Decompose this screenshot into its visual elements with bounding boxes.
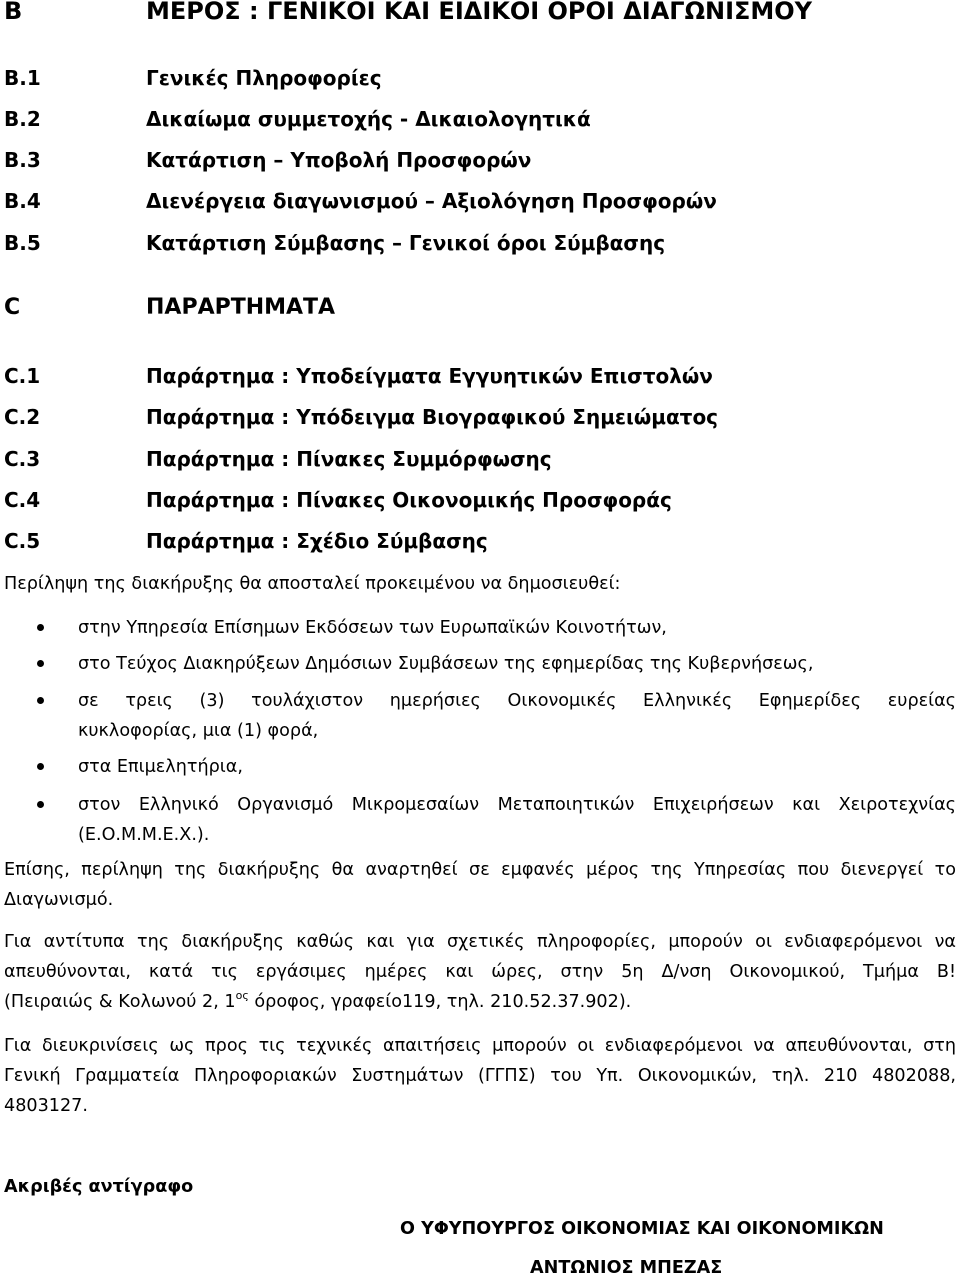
toc-code: C.2	[4, 405, 41, 429]
toc-code: B.1	[4, 66, 41, 90]
section-c-title: ΠΑΡΑΡΤΗΜΑΤΑ	[146, 295, 336, 320]
certified-copy-text: Ακριβές αντίγραφο	[4, 1177, 194, 1197]
list-item-text	[78, 686, 956, 746]
toc-title: Παράρτημα : Πίνακες Οικονομικής Προσφοράς	[146, 488, 672, 512]
signatory-role-text: Ο ΥΦΥΠΟΥΡΓΟΣ ΟΙΚΟΝΟΜΙΑΣ ΚΑΙ ΟΙΚΟΝΟΜΙΚΩΝ	[400, 1219, 884, 1239]
toc-code: C.4	[4, 488, 41, 512]
toc-title: Κατάρτιση Σύμβασης – Γενικοί όροι Σύμβασης	[146, 231, 666, 255]
certified-copy	[4, 1172, 956, 1202]
toc-title: Κατάρτιση – Υποβολή Προσφορών	[146, 148, 532, 172]
paragraph-line: Για διευκρινίσεις ως προς τις τεχνικές απαιτήσεις μπορούν οι ενδιαφερόμενοι να απευθύνονται, στη	[4, 1036, 956, 1056]
bullet-icon	[37, 763, 44, 770]
toc-code: C.3	[4, 447, 41, 471]
paragraph-copies	[4, 927, 956, 1017]
toc-code: B.2	[4, 107, 41, 131]
paragraph-line: Επίσης, περίληψη της διακήρυξης θα αναρτηθεί σε εμφανές μέρος της Υπηρεσίας που διενεργεί το	[4, 860, 956, 880]
signatory-name-text: ΑΝΤΩΝΙΟΣ ΜΠΕΖΑΣ	[530, 1258, 723, 1278]
summary-intro-text: Περίληψη της διακήρυξης θα αποσταλεί προκειμένου να δημοσιευθεί:	[4, 574, 621, 594]
toc-code: C.1	[4, 364, 41, 388]
address-text: όροφος, γραφείο119, τηλ. 210.52.37.902).	[248, 992, 632, 1012]
list-item-line: κυκλοφορίας, μια (1) φορά,	[78, 721, 319, 741]
paragraph-line: Γενική Γραμματεία Πληροφοριακών Συστημάτων (ΓΓΠΣ) του Υπ. Οικονομικών, τηλ. 210 4802088,	[4, 1066, 956, 1086]
toc-code: C.5	[4, 529, 41, 553]
address-text: (Πειραιώς & Κολωνού 2, 1	[4, 992, 236, 1012]
bullet-icon	[37, 624, 44, 631]
bullet-icon	[37, 801, 44, 808]
list-item-text: στην Υπηρεσία Επίσημων Εκδόσεων των Ευρωπαϊκών Κοινοτήτων,	[78, 618, 667, 638]
toc-title: Παράρτημα : Πίνακες Συμμόρφωσης	[146, 447, 552, 471]
list-item-line: σε τρεις (3) τουλάχιστον ημερήσιες Οικονομικές Ελληνικές Εφημερίδες ευρείας	[78, 691, 956, 711]
list-item-line: στον Ελληνικό Οργανισμό Μικρομεσαίων Μεταποιητικών Επιχειρήσεων και Χειροτεχνίας	[78, 795, 956, 815]
list-item-text	[78, 790, 956, 850]
paragraph-technical	[4, 1031, 956, 1121]
bullet-icon	[37, 660, 44, 667]
toc-code: B.5	[4, 231, 41, 255]
toc-title: Δικαίωμα συμμετοχής - Δικαιολογητικά	[146, 107, 591, 131]
bullet-icon	[37, 697, 44, 704]
paragraph-line	[4, 987, 956, 1017]
paragraph-line: Για αντίτυπα της διακήρυξης καθώς και για σχετικές πληροφορίες, μπορούν οι ενδιαφερόμενοι να	[4, 932, 956, 952]
section-b-title: ΜΕΡΟΣ : ΓΕΝΙΚΟΙ ΚΑΙ ΕΙΔΙΚΟΙ ΟΡΟΙ ΔΙΑΓΩΝΙΣΜΟΥ	[146, 0, 813, 25]
paragraph-publish	[4, 855, 956, 915]
paragraph-line: 4803127.	[4, 1096, 88, 1116]
list-item-line: (Ε.Ο.Μ.Μ.Ε.Χ.).	[78, 825, 210, 845]
section-b-code: B	[4, 0, 23, 25]
toc-code: B.4	[4, 189, 41, 213]
toc-title: Παράρτημα : Σχέδιο Σύμβασης	[146, 529, 488, 553]
toc-code: B.3	[4, 148, 41, 172]
summary-intro	[4, 569, 956, 599]
list-item-text: στο Τεύχος Διακηρύξεων Δημόσιων Συμβάσεων της εφημερίδας της Κυβερνήσεως,	[78, 654, 814, 674]
toc-title: Διενέργεια διαγωνισμού – Αξιολόγηση Προσφορών	[146, 189, 717, 213]
paragraph-line: Διαγωνισμό.	[4, 890, 114, 910]
toc-title: Παράρτημα : Υποδείγματα Εγγυητικών Επιστολών	[146, 364, 713, 388]
toc-title: Παράρτημα : Υπόδειγμα Βιογραφικού Σημειώματος	[146, 405, 719, 429]
paragraph-line: απευθύνονται, κατά τις εργάσιμες ημέρες και ώρες, στην 5η Δ/νση Οικονομικού, Τμήμα Β!	[4, 962, 956, 982]
toc-title: Γενικές Πληροφορίες	[146, 66, 382, 90]
ordinal-superscript: ος	[235, 989, 249, 1002]
section-c-code: C	[4, 295, 21, 320]
list-item-text: στα Επιμελητήρια,	[78, 757, 243, 777]
